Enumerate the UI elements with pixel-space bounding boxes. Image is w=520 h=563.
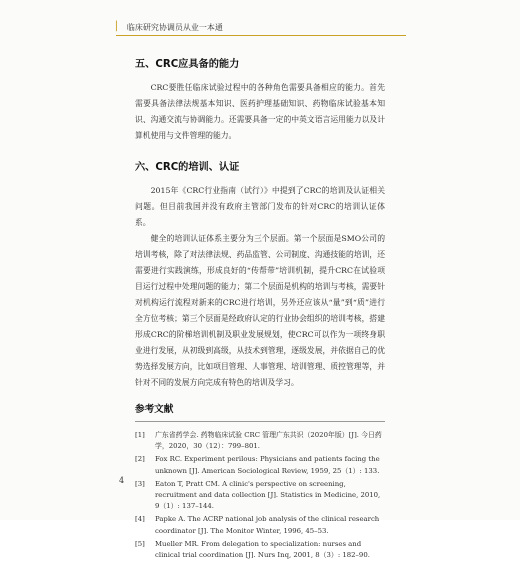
reference-number: [5] — [135, 539, 145, 548]
reference-item — [135, 514, 385, 536]
page-content — [135, 55, 385, 563]
running-header — [116, 22, 406, 33]
references-rule — [135, 421, 385, 422]
reference-number: [2] — [135, 455, 145, 464]
section-title: 五、CRC应具备的能力 — [135, 59, 240, 70]
reference-item — [135, 454, 385, 476]
reference-text: Papke A. The ACRP national job analysis of the clinical research coordinator [J]. The Monitor Winter, 1996, 45–53. — [155, 515, 380, 535]
reference-number: [1] — [135, 431, 145, 439]
reference-item — [135, 430, 385, 452]
header-rule — [116, 35, 406, 36]
reference-text: Fox RC. Experiment perilous: Physicians and patients facing the unknown [J]. American Sociological Review, 1959, 25（1）: 133. — [155, 455, 380, 475]
references-title: 参考文献 — [135, 404, 174, 415]
reference-text: Mueller MR. From delegation to specialization: nurses and clinical trial coordination [J]. Nurs Inq, 2001, 8（3）: 182–90. — [155, 539, 370, 560]
paragraph: 2015年《CRC行业指南（试行）》中提到了CRC的培训及认证相关问题。但目前我国并没有政府主管部门发布的针对CRC的培训认证体系。 — [135, 186, 385, 227]
header-mark-icon: ▏ — [116, 22, 123, 32]
header-title: 临床研究协调员从业一本通 — [126, 23, 223, 32]
reference-number: [3] — [135, 479, 145, 488]
paragraph: 健全的培训认证体系主要分为三个层面。第一个层面是SMO公司的培训考核，除了对法律法规、药品监管、公司制度、沟通技能的培训，还需要进行实践演练，形成良好的“传帮带”培训机制，提升CRC在试验项目运行过程中处理问题的能力；第二个层面是机构的培训与考核，需要针对机构运行流程对新来的CRC进行培训，另外还应该从“量”到“质”进行全方位考核；第三个层面是经政府认定的行业协会组织的培训考核，搭建形成CRC的阶梯培训机制及职业发展规划，使CRC可以作为一项终身职业进行发展，从初级到高级，从技术到管理，逐级发展，并依据自己的优势选择发展方向，比如项目管理、人事管理、培训管理、质控管理等，并针对不同的发展方向完成有特色的培训及学习。 — [135, 234, 385, 387]
paragraph: CRC要胜任临床试验过程中的各种角色需要具备相应的能力。首先需要具备法律法规基本知识、医药护理基础知识、药物临床试验基本知识、沟通交流与协调能力。还需要具备一定的中英文语言运用能力以及计算机使用与文件管理的能力。 — [135, 83, 385, 140]
reference-item — [135, 479, 385, 513]
section-title: 六、CRC的培训、认证 — [135, 162, 240, 173]
reference-text: 广东省药学会. 药物临床试验 CRC 管理广东共识（2020年版）[J]. 今日药学，2020，30（12）：799–801. — [155, 431, 382, 451]
page-number: 4 — [119, 476, 125, 485]
reference-number: [4] — [135, 515, 145, 524]
reference-item — [135, 539, 385, 561]
reference-text: Eaton T, Pratt CM. A clinic's perspective on screening, recruitment and data collection [J]. Statistics in Medicine, 2010, 9（1）: 137–144. — [155, 479, 381, 511]
